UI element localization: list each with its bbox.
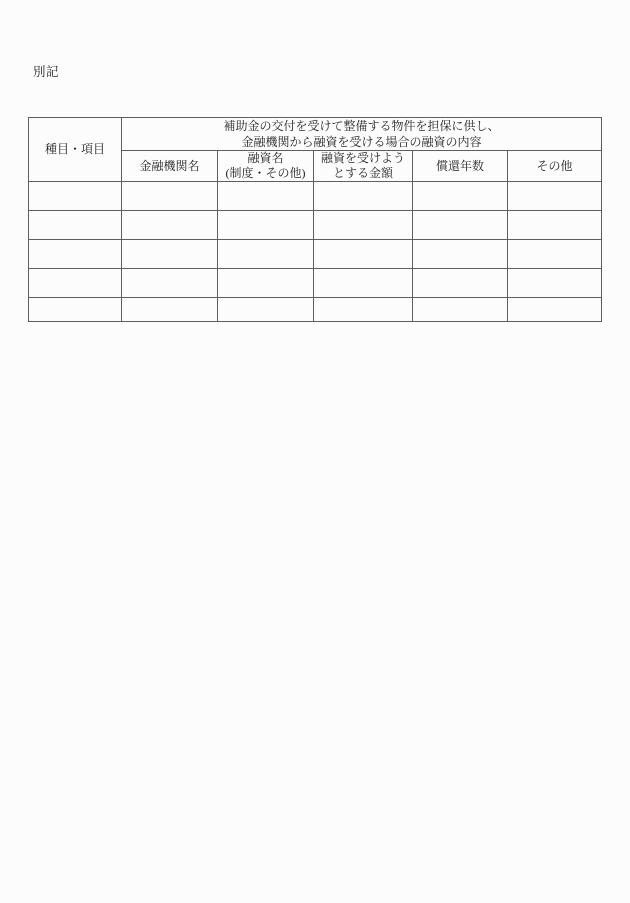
- table-cell: [314, 240, 413, 269]
- table-cell: [508, 211, 602, 240]
- table-cell: [413, 269, 508, 298]
- table-cell: [122, 211, 218, 240]
- table-cell: [508, 269, 602, 298]
- table-cell: [218, 269, 314, 298]
- header-row-group: [29, 118, 602, 151]
- table-cell: [508, 182, 602, 211]
- page-label: 別記: [33, 65, 60, 79]
- table-cell: [508, 298, 602, 322]
- table-body: [29, 118, 602, 322]
- table-row: [29, 298, 602, 322]
- table-cell: [413, 240, 508, 269]
- group-header-line2: 金融機関から融資を受ける場合の融資の内容: [241, 135, 482, 149]
- column-header-text: その他: [536, 158, 573, 173]
- table-cell: [29, 182, 122, 211]
- table-cell: [122, 240, 218, 269]
- column-header-text: 償還年数: [435, 158, 484, 173]
- loan-financing-table: [28, 117, 602, 322]
- column-header-bank-name: [122, 151, 218, 182]
- table-cell: [29, 269, 122, 298]
- table-cell: [122, 269, 218, 298]
- column-header-category: 種目・項目: [29, 118, 122, 182]
- column-header-repayment-years: [413, 151, 508, 182]
- table-cell: [218, 240, 314, 269]
- table-cell: [29, 240, 122, 269]
- column-header-loan-amount: [314, 151, 413, 182]
- table-row: [29, 269, 602, 298]
- table-cell: [314, 298, 413, 322]
- group-header-line1: 補助金の交付を受けて整備する物件を担保に供し、: [223, 119, 500, 133]
- table-cell: [314, 182, 413, 211]
- column-header-text: とする金額: [332, 166, 393, 180]
- table-cell: [218, 211, 314, 240]
- column-header-text: 融資名: [247, 151, 284, 165]
- column-header-loan-name: [218, 151, 314, 182]
- table-cell: [314, 211, 413, 240]
- table-row: [29, 240, 602, 269]
- group-header-cell: [122, 118, 602, 151]
- table-cell: [29, 298, 122, 322]
- table-cell: [314, 269, 413, 298]
- column-header-other: [508, 151, 602, 182]
- table-cell: [413, 298, 508, 322]
- column-header-text: 融資を受けよう: [320, 151, 405, 165]
- column-header-text: 金融機関名: [139, 158, 200, 173]
- table-cell: [218, 182, 314, 211]
- table-cell: [218, 298, 314, 322]
- table-row: [29, 211, 602, 240]
- table-cell: [508, 240, 602, 269]
- table-cell: [122, 298, 218, 322]
- table-cell: [122, 182, 218, 211]
- table-cell: [413, 182, 508, 211]
- table-cell: [413, 211, 508, 240]
- column-header-text: (制度・その他): [225, 166, 306, 180]
- table-row: [29, 182, 602, 211]
- table-cell: [29, 211, 122, 240]
